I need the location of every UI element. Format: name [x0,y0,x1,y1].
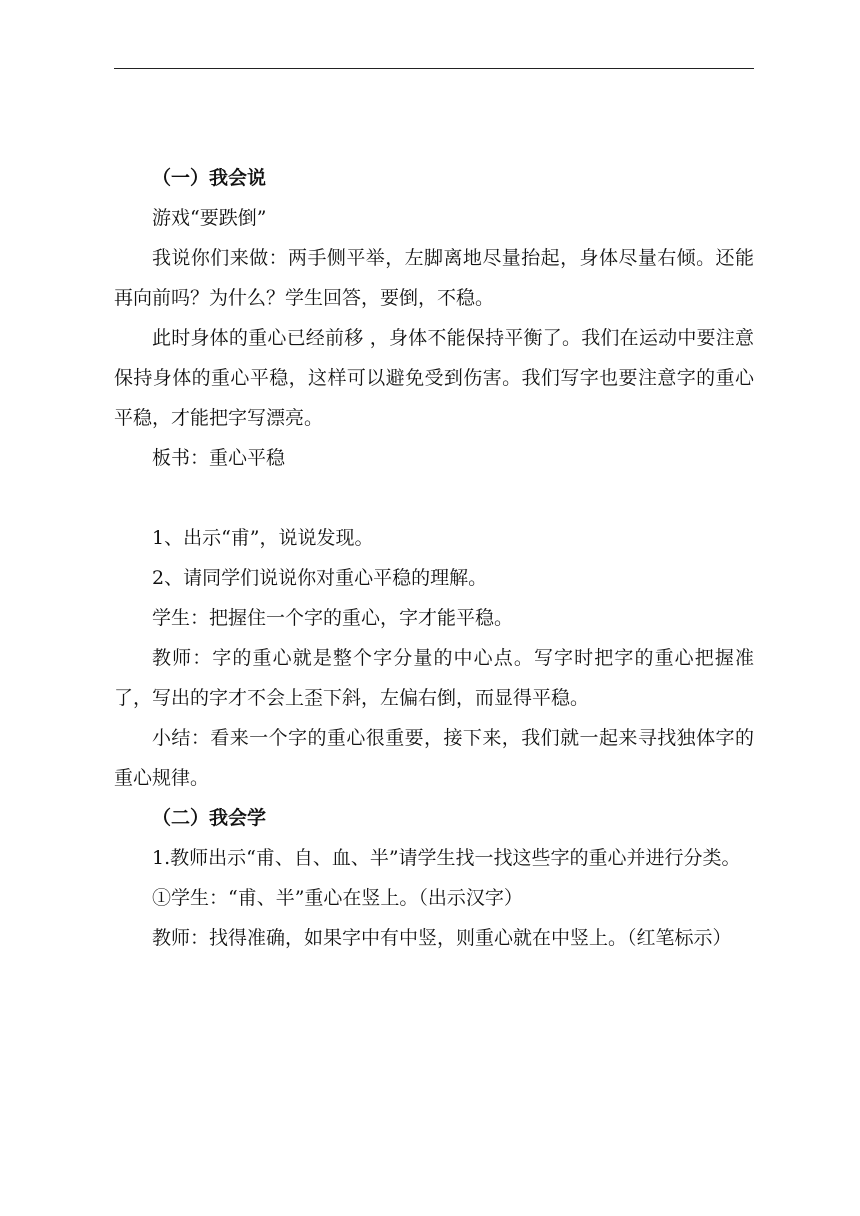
student-line: ①学生：“甫、半”重心在竖上。（出示汉字） [152,887,523,909]
teacher-line: 教师：字的重心就是整个字分量的中心点。写字时把字的重心把握准了，写出的字才不会上歪下斜，左偏右倒，而显得平稳。 [114,647,754,709]
board-note: 板书：重心平稳 [152,447,286,469]
list-item: 1、出示“甫”，说说发现。 [152,527,374,549]
summary-line: 小结：看来一个字的重心很重要，接下来，我们就一起来寻找独体字的重心规律。 [114,727,754,789]
list-item: 1.教师出示“甫、自、血、半”请学生找一找这些字的重心并进行分类。 [152,847,741,869]
section-heading-1: （一）我会说 [152,167,267,189]
list-item: 2、请同学们说说你对重心平稳的理解。 [152,567,488,589]
student-line: 学生：把握住一个字的重心，字才能平稳。 [152,607,514,629]
teacher-line: 教师：找得准确，如果字中有中竖，则重心就在中竖上。（红笔标示） [152,927,732,949]
document-body [114,158,754,958]
game-title: 游戏“要跌倒” [152,207,267,229]
paragraph: 我说你们来做：两手侧平举，左脚离地尽量抬起，身体尽量右倾。还能再向前吗？为什么？学生回答，要倒，不稳。 [114,247,754,309]
paragraph: 此时身体的重心已经前移 ，身体不能保持平衡了。我们在运动中要注意保持身体的重心平稳，这样可以避免受到伤害。我们写字也要注意字的重心平稳，才能把字写漂亮。 [114,327,754,429]
header-rule [114,68,754,69]
blank-line [114,478,754,518]
section-heading-2: （二）我会学 [152,807,267,829]
